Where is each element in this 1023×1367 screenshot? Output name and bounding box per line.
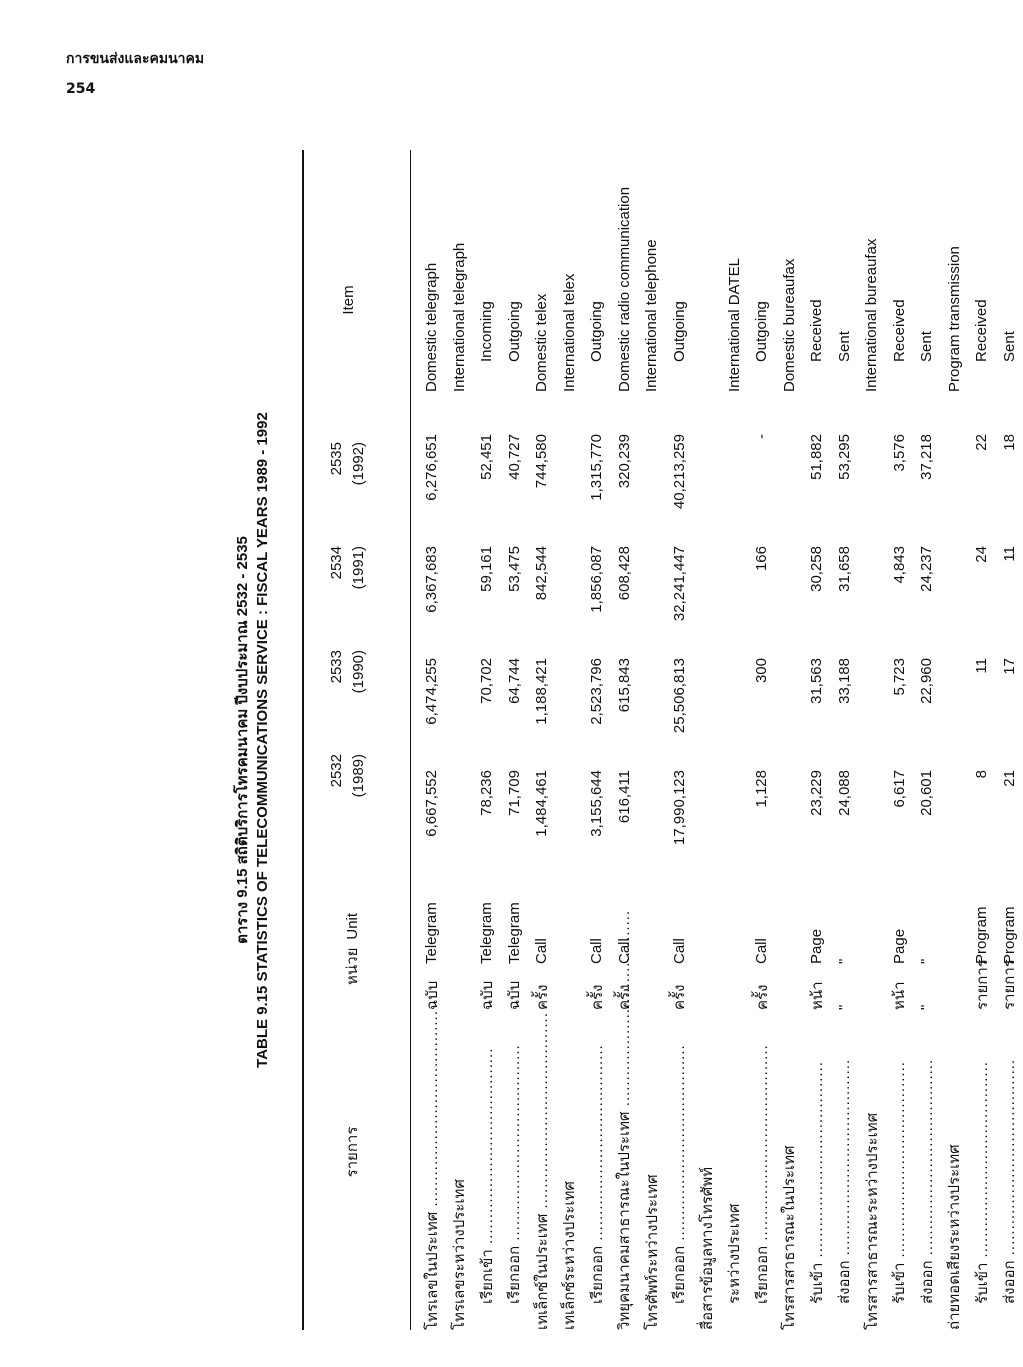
row-label-en bbox=[803, 150, 831, 426]
row-value bbox=[693, 426, 721, 538]
row-value bbox=[556, 426, 584, 538]
row-value: 78,236 bbox=[478, 770, 496, 816]
table-row bbox=[803, 150, 831, 1330]
row-label-en bbox=[611, 150, 639, 426]
row-unit-th bbox=[446, 964, 474, 1010]
row-value: 59,161 bbox=[478, 546, 496, 592]
row-value bbox=[858, 426, 886, 538]
row-value bbox=[638, 762, 666, 874]
row-label-en bbox=[968, 150, 996, 426]
row-label-en bbox=[886, 150, 914, 426]
row-label-th bbox=[858, 1010, 886, 1330]
row-unit-en: Program bbox=[973, 906, 991, 964]
row-unit-en: Page bbox=[890, 928, 908, 964]
table-row bbox=[666, 150, 694, 1330]
row-label-en bbox=[446, 150, 474, 426]
row-label-th-text: ส่งออก ..... bbox=[997, 1059, 1021, 1330]
row-unit-en: Telegram bbox=[478, 902, 496, 964]
year-be: 2533 bbox=[328, 650, 345, 684]
row-value bbox=[858, 650, 886, 762]
row-unit-en: Page bbox=[808, 928, 826, 964]
row-label-th bbox=[968, 1010, 996, 1330]
table-row bbox=[528, 150, 556, 1330]
row-label-th bbox=[611, 1010, 639, 1330]
row-label-th-text: เทเล็กซ์ระหว่างประเทศ bbox=[561, 1181, 579, 1330]
row-label-th-text: เรียกออก ..... bbox=[667, 1044, 691, 1330]
row-value: 31,658 bbox=[835, 546, 853, 592]
row-value: 71,709 bbox=[505, 770, 523, 816]
row-value bbox=[721, 538, 749, 650]
row-label-en-text: Outgoing bbox=[588, 301, 606, 362]
row-value bbox=[446, 538, 474, 650]
row-label-th-text: ส่งออก ..... bbox=[832, 1059, 856, 1330]
row-value bbox=[941, 426, 969, 538]
row-label-en bbox=[913, 150, 941, 426]
row-label-th-text: ถ่ายทอดเสียงระหว่างประเทศ bbox=[946, 1144, 964, 1330]
row-value bbox=[721, 650, 749, 762]
row-label-en-text: Incoming bbox=[478, 301, 496, 362]
row-label-th-text: โทรเลขระหว่างประเทศ bbox=[451, 1179, 469, 1330]
row-value: 166 bbox=[753, 546, 771, 572]
row-value: 32,241,447 bbox=[670, 546, 688, 622]
row-unit-en bbox=[556, 874, 584, 964]
row-label-th bbox=[721, 1010, 749, 1330]
row-value: 1,484,461 bbox=[533, 770, 551, 837]
row-unit-th bbox=[721, 964, 749, 1010]
row-label-th bbox=[556, 1010, 584, 1330]
row-label-en bbox=[418, 150, 446, 426]
row-label-en-text: Received bbox=[890, 299, 908, 362]
row-unit-th: ครั้ง bbox=[588, 984, 606, 1010]
header-rule bbox=[410, 150, 411, 1330]
row-value: 24,088 bbox=[835, 770, 853, 816]
row-value: 2,523,796 bbox=[588, 658, 606, 725]
row-unit-en: Call bbox=[588, 938, 606, 964]
row-value bbox=[556, 650, 584, 762]
row-value bbox=[556, 538, 584, 650]
header-year-2533 bbox=[326, 650, 370, 746]
row-unit-th bbox=[776, 964, 804, 1010]
page-header bbox=[66, 48, 204, 100]
row-value bbox=[721, 426, 749, 538]
row-label-en bbox=[831, 150, 859, 426]
row-value bbox=[858, 762, 886, 874]
table-row bbox=[748, 150, 776, 1330]
row-unit-th: ครั้ง bbox=[753, 984, 771, 1010]
row-label-en-text: Domestic telegraph bbox=[423, 262, 441, 392]
row-value: 70,702 bbox=[478, 658, 496, 704]
row-value: 52,451 bbox=[478, 434, 496, 480]
row-unit-th: ครั้ง bbox=[671, 984, 689, 1010]
row-unit-th: รายการ bbox=[1001, 959, 1019, 1010]
row-label-en-text: Program transmission bbox=[945, 246, 963, 392]
table-row bbox=[501, 150, 529, 1330]
row-value bbox=[638, 538, 666, 650]
year-be: 2532 bbox=[328, 754, 345, 788]
row-value: 17,990,123 bbox=[670, 770, 688, 846]
row-value: 53,475 bbox=[505, 546, 523, 592]
row-unit-en: Telegram bbox=[423, 902, 441, 964]
row-unit-en: Call bbox=[753, 938, 771, 964]
row-unit-th: " bbox=[835, 1004, 853, 1010]
row-label-th-text: ส่งออก ..... bbox=[915, 1059, 939, 1330]
row-label-en-text: Received bbox=[973, 299, 991, 362]
year-ce: (1992) bbox=[350, 442, 367, 486]
row-value bbox=[776, 538, 804, 650]
row-label-en bbox=[583, 150, 611, 426]
row-label-th bbox=[831, 1010, 859, 1330]
row-label-th-text: รับเข้า ..... bbox=[887, 1061, 911, 1330]
header-unit-th: หน่วย bbox=[344, 947, 361, 985]
row-unit-th: หน้า bbox=[891, 981, 909, 1010]
row-value bbox=[776, 762, 804, 874]
header-unit bbox=[340, 905, 364, 985]
row-unit-en bbox=[858, 874, 886, 964]
row-value: 22,960 bbox=[918, 658, 936, 704]
row-value: 33,188 bbox=[835, 658, 853, 704]
table-row bbox=[913, 150, 941, 1330]
row-unit-en bbox=[941, 874, 969, 964]
year-ce: (1989) bbox=[350, 754, 367, 798]
data-table bbox=[418, 150, 1023, 1330]
row-label-th-text: เทเล็กซ์ในประเทศ ..... bbox=[530, 1012, 554, 1330]
table-row bbox=[831, 150, 859, 1330]
section-title: การขนส่งและคมนาคม bbox=[66, 51, 205, 67]
row-label-th bbox=[666, 1010, 694, 1330]
row-value: 1,188,421 bbox=[533, 658, 551, 725]
row-label-th-text: ระหว่างประเทศ bbox=[726, 1203, 744, 1304]
row-unit-th: ฉบับ bbox=[506, 980, 524, 1010]
row-label-en bbox=[748, 150, 776, 426]
row-label-th-text: เรียกออก ..... bbox=[502, 1044, 526, 1330]
row-value bbox=[941, 762, 969, 874]
table-row bbox=[996, 150, 1023, 1330]
row-value: 3,155,644 bbox=[588, 770, 606, 837]
table-row bbox=[721, 150, 749, 1330]
row-unit-en bbox=[721, 874, 749, 964]
row-label-th bbox=[693, 1010, 721, 1330]
row-label-th-text: โทรศัพท์ระหว่างประเทศ bbox=[643, 1174, 661, 1330]
row-value: 20,601 bbox=[918, 770, 936, 816]
row-value bbox=[776, 650, 804, 762]
row-label-th bbox=[748, 1010, 776, 1330]
row-label-en bbox=[501, 150, 529, 426]
row-value: 8 bbox=[973, 770, 991, 779]
row-unit-th: ครั้ง bbox=[616, 984, 634, 1010]
row-value: 11 bbox=[1000, 546, 1018, 562]
header-item-en: Item bbox=[340, 285, 357, 315]
row-label-en-text: Sent bbox=[835, 331, 853, 362]
row-label-en-text: Sent bbox=[1000, 331, 1018, 362]
header-item-th: รายการ bbox=[344, 1126, 361, 1178]
row-value bbox=[446, 650, 474, 762]
row-unit-th: ฉบับ bbox=[423, 980, 441, 1010]
row-label-en-text: Outgoing bbox=[670, 301, 688, 362]
header-year-2535 bbox=[326, 442, 370, 538]
row-label-th bbox=[418, 1010, 446, 1330]
row-value: 24,237 bbox=[918, 546, 936, 592]
row-label-th-text: เรียกออก ..... bbox=[750, 1044, 774, 1330]
row-label-en-text: Outgoing bbox=[753, 301, 771, 362]
row-unit-th bbox=[693, 964, 721, 1010]
row-label-th bbox=[803, 1010, 831, 1330]
row-label-en bbox=[858, 150, 886, 426]
row-label-en bbox=[996, 150, 1023, 426]
row-label-th-text: รับเข้า ..... bbox=[970, 1061, 994, 1330]
statistics-table-rotated bbox=[230, 150, 1019, 1330]
row-value: 616,411 bbox=[615, 770, 633, 824]
row-value: 300 bbox=[753, 658, 771, 684]
row-value bbox=[693, 538, 721, 650]
row-value: 1,128 bbox=[753, 770, 771, 808]
row-value: 6,667,552 bbox=[423, 770, 441, 837]
row-unit-en: Program bbox=[1000, 906, 1018, 964]
top-rule bbox=[302, 150, 304, 1330]
row-label-en-text: Domestic telex bbox=[533, 293, 551, 392]
row-value: 608,428 bbox=[615, 546, 633, 601]
row-value: 53,295 bbox=[835, 434, 853, 480]
row-label-th-text: เรียกเข้า ..... bbox=[475, 1048, 499, 1330]
row-label-th-text: โทรเลขในประเทศ ..... bbox=[420, 1010, 444, 1330]
row-unit-en bbox=[638, 874, 666, 964]
row-label-th-text: รับเข้า ..... bbox=[805, 1061, 829, 1330]
row-value: 25,506,813 bbox=[670, 658, 688, 734]
row-value: 320,239 bbox=[615, 434, 633, 489]
row-label-en-text: Domestic bureaufax bbox=[780, 258, 798, 392]
row-unit-th: หน้า bbox=[808, 981, 826, 1010]
row-value bbox=[446, 426, 474, 538]
row-value bbox=[693, 762, 721, 874]
row-label-th bbox=[446, 1010, 474, 1330]
row-value: 40,727 bbox=[505, 434, 523, 480]
row-value: 31,563 bbox=[808, 658, 826, 704]
row-value: 615,843 bbox=[615, 658, 633, 713]
row-value: 30,258 bbox=[808, 546, 826, 592]
page-number: 254 bbox=[66, 81, 96, 97]
row-value: - bbox=[753, 434, 771, 439]
table-title-th: ตาราง 9.15 สถิติบริการโทรคมนาคม ปีงบประมาณ 2532 - 2535 bbox=[234, 536, 251, 944]
table-row bbox=[693, 150, 721, 1330]
row-label-th bbox=[528, 1010, 556, 1330]
table-row bbox=[638, 150, 666, 1330]
row-unit-th bbox=[858, 964, 886, 1010]
year-ce: (1990) bbox=[350, 650, 367, 694]
row-label-en bbox=[556, 150, 584, 426]
row-value: 18 bbox=[1000, 434, 1018, 451]
row-unit-th bbox=[556, 964, 584, 1010]
row-unit-th: รายการ bbox=[973, 959, 991, 1010]
table-title-en: TABLE 9.15 STATISTICS OF TELECOMMUNICATIONS SERVICE : FISCAL YEARS 1989 - 1992 bbox=[254, 412, 271, 1068]
row-unit-en: Call bbox=[670, 938, 688, 964]
table-row bbox=[776, 150, 804, 1330]
row-value bbox=[941, 538, 969, 650]
row-value: 6,367,683 bbox=[423, 546, 441, 613]
row-unit-en: Call bbox=[533, 938, 551, 964]
row-value: 22 bbox=[973, 434, 991, 451]
row-label-en bbox=[666, 150, 694, 426]
row-label-en-text: Domestic radio communication bbox=[615, 186, 633, 392]
row-label-en-text: Received bbox=[808, 299, 826, 362]
row-label-th bbox=[473, 1010, 501, 1330]
row-value: 21 bbox=[1000, 770, 1018, 787]
row-label-th-text: วิทยุคมนาคมสาธารณะในประเทศ ..... bbox=[612, 910, 636, 1330]
row-value: 1,856,087 bbox=[588, 546, 606, 613]
table-row bbox=[556, 150, 584, 1330]
table-row bbox=[473, 150, 501, 1330]
row-label-en bbox=[721, 150, 749, 426]
row-label-en-text: International telephone bbox=[643, 239, 661, 392]
row-unit-en bbox=[693, 874, 721, 964]
row-value: 842,544 bbox=[533, 546, 551, 601]
row-label-th bbox=[941, 1010, 969, 1330]
row-label-th-text: เรียกออก ..... bbox=[585, 1044, 609, 1330]
row-label-en-text: International telex bbox=[560, 273, 578, 392]
row-unit-th: " bbox=[918, 1004, 936, 1010]
row-label-th-text: สื่อสารข้อมูลทางโทรศัพท์ bbox=[698, 1166, 716, 1330]
row-unit-en: Telegram bbox=[505, 902, 523, 964]
row-value: 6,276,651 bbox=[423, 434, 441, 501]
row-label-en bbox=[528, 150, 556, 426]
year-ce: (1991) bbox=[350, 546, 367, 590]
table-row bbox=[418, 150, 446, 1330]
row-value: 40,213,259 bbox=[670, 434, 688, 510]
row-label-en bbox=[473, 150, 501, 426]
row-label-en-text: International telegraph bbox=[450, 242, 468, 392]
row-label-en bbox=[693, 150, 721, 426]
row-value bbox=[858, 538, 886, 650]
row-unit-en bbox=[776, 874, 804, 964]
header-year-2532 bbox=[326, 754, 370, 850]
table-row bbox=[583, 150, 611, 1330]
table-row bbox=[858, 150, 886, 1330]
row-label-th-text: โทรสารสาธารณะในประเทศ bbox=[781, 1145, 799, 1330]
row-label-th bbox=[886, 1010, 914, 1330]
row-value bbox=[941, 650, 969, 762]
row-value bbox=[556, 762, 584, 874]
header-unit-en: Unit bbox=[344, 912, 361, 940]
row-value: 24 bbox=[973, 546, 991, 563]
table-row bbox=[886, 150, 914, 1330]
table-row bbox=[968, 150, 996, 1330]
row-value bbox=[638, 426, 666, 538]
row-value: 17 bbox=[1000, 658, 1018, 675]
row-unit-en: " bbox=[835, 958, 853, 964]
row-value: 23,229 bbox=[808, 770, 826, 816]
row-value: 6,617 bbox=[890, 770, 908, 808]
row-label-th bbox=[638, 1010, 666, 1330]
row-value bbox=[638, 650, 666, 762]
row-unit-th bbox=[941, 964, 969, 1010]
row-label-th bbox=[776, 1010, 804, 1330]
row-value: 51,882 bbox=[808, 434, 826, 480]
row-value: 4,843 bbox=[890, 546, 908, 584]
row-value bbox=[446, 762, 474, 874]
row-value: 11 bbox=[973, 658, 991, 674]
row-label-en-text: Outgoing bbox=[505, 301, 523, 362]
year-be: 2535 bbox=[328, 442, 345, 476]
row-value: 744,580 bbox=[533, 434, 551, 489]
row-value: 3,576 bbox=[890, 434, 908, 472]
row-label-th bbox=[583, 1010, 611, 1330]
row-value: 1,315,770 bbox=[588, 434, 606, 501]
row-value bbox=[776, 426, 804, 538]
header-year-2534 bbox=[326, 546, 370, 642]
row-unit-en: Call bbox=[615, 938, 633, 964]
row-value: 64,744 bbox=[505, 658, 523, 704]
row-value: 6,474,255 bbox=[423, 658, 441, 725]
row-label-en-text: International DATEL bbox=[725, 258, 743, 392]
row-unit-en: " bbox=[918, 958, 936, 964]
row-label-en bbox=[776, 150, 804, 426]
row-label-th-text: โทรสารสาธารณะระหว่างประเทศ bbox=[863, 1112, 881, 1330]
table-row bbox=[446, 150, 474, 1330]
row-label-en bbox=[941, 150, 969, 426]
table-row bbox=[611, 150, 639, 1330]
row-label-th bbox=[996, 1010, 1023, 1330]
table-row bbox=[941, 150, 969, 1330]
row-value bbox=[693, 650, 721, 762]
row-label-en-text: International bureaufax bbox=[863, 238, 881, 392]
row-unit-en bbox=[446, 874, 474, 964]
row-label-en-text: Sent bbox=[918, 331, 936, 362]
row-value: 37,218 bbox=[918, 434, 936, 480]
row-label-th bbox=[913, 1010, 941, 1330]
row-unit-th: ฉบับ bbox=[478, 980, 496, 1010]
row-value bbox=[721, 762, 749, 874]
row-value: 5,723 bbox=[890, 658, 908, 696]
row-label-th bbox=[501, 1010, 529, 1330]
row-unit-th: ครั้ง bbox=[533, 984, 551, 1010]
row-label-en bbox=[638, 150, 666, 426]
row-unit-th bbox=[638, 964, 666, 1010]
year-be: 2534 bbox=[328, 546, 345, 580]
